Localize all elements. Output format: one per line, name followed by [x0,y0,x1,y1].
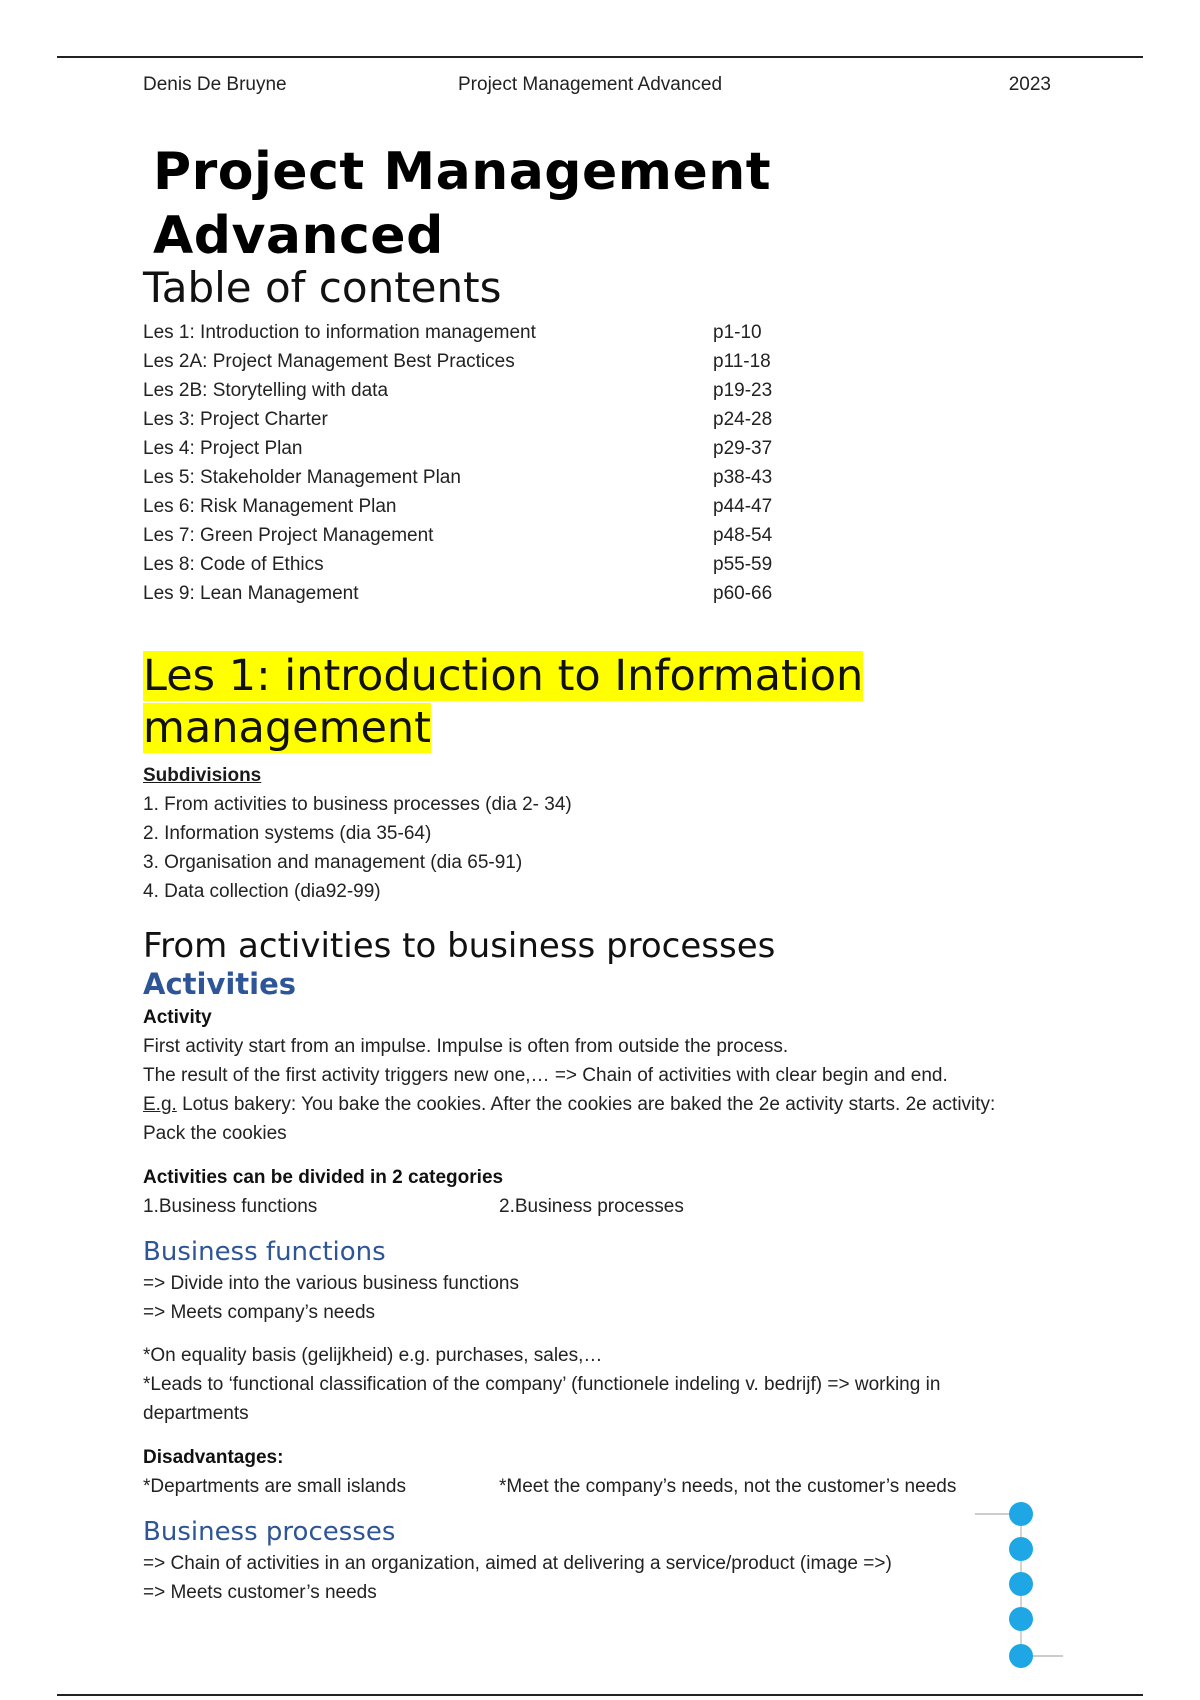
categories-row [143,1192,1063,1221]
page-header [143,74,1051,100]
toc-label: Les 3: Project Charter [143,409,328,430]
toc-label: Les 2A: Project Management Best Practices [143,351,515,372]
toc-label: Les 6: Risk Management Plan [143,496,397,517]
toc-entry[interactable] [143,376,1063,405]
toc-pages: p29-37 [713,438,773,459]
example-continuation: Pack the cookies [143,1123,287,1144]
category-1: 1.Business functions [143,1196,318,1217]
diagram-node [1009,1572,1033,1596]
process-chain-diagram [975,1492,1065,1682]
example-text: Lotus bakery: You bake the cookies. After the cookies are baked the 2e activity starts. 2e activity: [176,1094,996,1115]
header-rule [57,56,1143,58]
subdivision-item: 4. Data collection (dia92-99) [143,881,381,902]
les1-heading-line1: Les 1: introduction to Information [143,651,864,701]
business-functions-heading: Business functions [143,1237,386,1267]
toc-entry[interactable] [143,550,1063,579]
business-functions-note: *Leads to ‘functional classification of the company’ (functionele indeling v. bedrijf) => working in [143,1374,941,1395]
toc-entry[interactable] [143,434,1063,463]
subdivision-item: 1. From activities to business processes (dia 2- 34) [143,794,572,815]
example-line [143,1090,1063,1119]
toc-label: Les 8: Code of Ethics [143,554,324,575]
toc-pages: p44-47 [713,496,773,517]
activity-label: Activity [143,1007,212,1028]
activities-heading: Activities [143,967,297,1001]
toc-pages: p38-43 [713,467,773,488]
disadvantage-1: *Departments are small islands [143,1476,406,1497]
diagram-node [1009,1644,1033,1668]
diagram-node [1009,1607,1033,1631]
toc-label: Les 1: Introduction to information management [143,322,536,343]
subdivisions-label: Subdivisions [143,765,262,786]
les1-heading [143,650,1063,754]
activity-line: First activity start from an impulse. Impulse is often from outside the process. [143,1036,789,1057]
document-body [143,140,1063,1607]
toc-entry[interactable] [143,521,1063,550]
diagram-node [1009,1502,1033,1526]
les1-heading-line2: management [143,703,432,753]
business-functions-line: => Meets company’s needs [143,1302,376,1323]
toc-entry[interactable] [143,318,1063,347]
example-prefix: E.g. [143,1094,177,1115]
toc-label: Les 7: Green Project Management [143,525,434,546]
disadvantage-2: *Meet the company’s needs, not the customer’s needs [499,1476,957,1497]
business-functions-note: *On equality basis (gelijkheid) e.g. purchases, sales,… [143,1345,603,1366]
business-processes-line: => Chain of activities in an organization, aimed at delivering a service/product (image =>) [143,1553,892,1574]
category-2: 2.Business processes [499,1196,684,1217]
footer-rule [57,1694,1143,1696]
toc-heading: Table of contents [143,263,502,312]
header-year: 2023 [1008,74,1051,95]
toc-entry[interactable] [143,492,1063,521]
subdivision-item: 2. Information systems (dia 35-64) [143,823,432,844]
document-title: Project Management Advanced [153,142,772,266]
toc-pages: p11-18 [713,351,771,372]
disadvantages-row [143,1472,1063,1501]
toc-pages: p19-23 [713,380,773,401]
activity-line: The result of the first activity triggers new one,… => Chain of activities with clear begin and end. [143,1065,948,1086]
business-processes-line: => Meets customer’s needs [143,1582,377,1603]
toc-pages: p48-54 [713,525,773,546]
business-functions-line: => Divide into the various business functions [143,1273,519,1294]
categories-label: Activities can be divided in 2 categories [143,1167,504,1188]
business-processes-heading: Business processes [143,1517,396,1547]
toc-pages: p1-10 [713,322,762,343]
toc-label: Les 4: Project Plan [143,438,303,459]
toc-label: Les 2B: Storytelling with data [143,380,389,401]
toc-pages: p24-28 [713,409,773,430]
header-author: Denis De Bruyne [143,74,287,95]
business-functions-note: departments [143,1403,249,1424]
toc-pages: p60-66 [713,583,773,604]
toc-pages: p55-59 [713,554,773,575]
header-course: Project Management Advanced [458,74,723,95]
toc-label: Les 5: Stakeholder Management Plan [143,467,461,488]
toc-entry[interactable] [143,405,1063,434]
toc-entry[interactable] [143,579,1063,608]
subdivision-item: 3. Organisation and management (dia 65-91) [143,852,523,873]
toc-label: Les 9: Lean Management [143,583,359,604]
table-of-contents [143,318,1063,608]
disadvantages-label: Disadvantages: [143,1447,284,1468]
toc-entry[interactable] [143,347,1063,376]
section-heading: From activities to business processes [143,926,776,966]
toc-entry[interactable] [143,463,1063,492]
diagram-node [1009,1537,1033,1561]
